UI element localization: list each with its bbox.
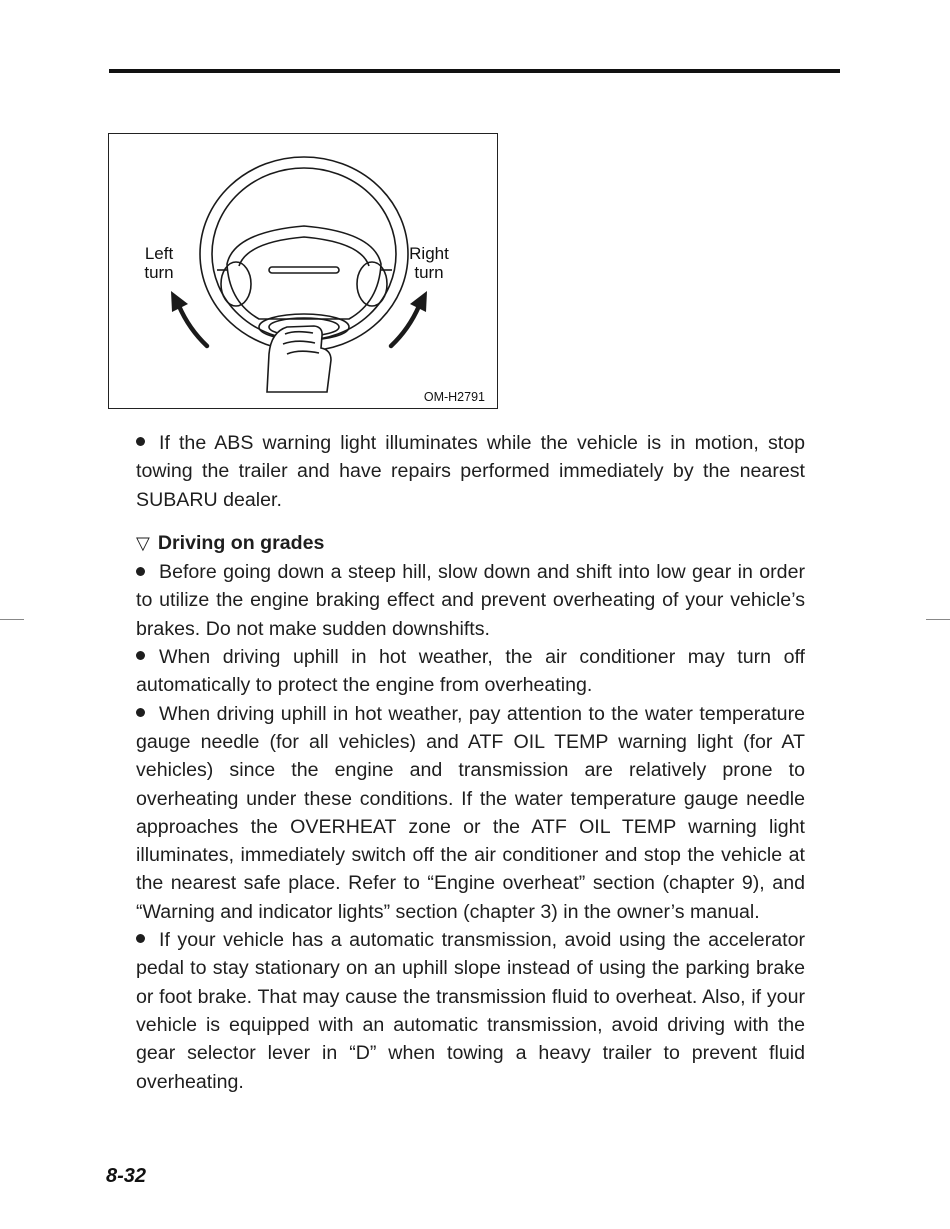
section-heading bbox=[136, 529, 805, 558]
left-margin-tick bbox=[0, 619, 24, 620]
bullet-icon bbox=[136, 934, 145, 943]
left-turn-arrow-icon bbox=[171, 291, 207, 346]
temperature-gauge-text: When driving uphill in hot weather, pay attention to the water temperature gauge needle (for all vehicles) and ATF OIL TEMP warning light (for AT vehicles) since the engine and transmission are relatively prone to overheating under these conditions. If the water temperature gauge needle approaches the OVERHEAT zone or the ATF OIL TEMP warning light illuminates, immediately switch off the air conditioner and stop the vehicle at the nearest safe place. Refer to “Engine overheat” section (chapter 9), and “Warning and indicator lights” section (chapter 3) in the owner’s manual. bbox=[136, 702, 805, 923]
triangle-icon: ▽ bbox=[136, 532, 150, 554]
abs-warning-paragraph bbox=[136, 429, 805, 514]
abs-warning-text: If the ABS warning light illuminates while the vehicle is in motion, stop towing the trailer and have repairs performed immediately by the nearest SUBARU dealer. bbox=[136, 432, 805, 511]
left-turn-label-line2: turn bbox=[144, 263, 174, 282]
steering-wheel-icon bbox=[200, 157, 408, 351]
right-turn-label bbox=[401, 244, 457, 282]
left-turn-label bbox=[131, 244, 187, 282]
top-rule bbox=[109, 69, 840, 73]
bullet-icon bbox=[136, 567, 145, 576]
page-number: 8-32 bbox=[106, 1165, 147, 1187]
left-turn-label-line1: Left bbox=[144, 244, 174, 263]
figure-code: OM-H2791 bbox=[423, 390, 485, 404]
air-conditioner-text: When driving uphill in hot weather, the air conditioner may turn off automatically to protect the engine from overheating. bbox=[136, 646, 805, 697]
hand-icon bbox=[267, 326, 331, 392]
right-turn-label-line1: Right bbox=[409, 244, 449, 263]
temperature-gauge-paragraph bbox=[136, 700, 805, 926]
steep-hill-paragraph bbox=[136, 558, 805, 643]
bullet-icon bbox=[136, 651, 145, 660]
steering-wheel-figure bbox=[108, 133, 498, 409]
bullet-icon bbox=[136, 437, 145, 446]
automatic-transmission-text: If your vehicle has a automatic transmission, avoid using the accelerator pedal to stay stationary on an uphill slope instead of using the parking brake or foot brake. That may cause the transmission fluid to overheat. Also, if your vehicle is equipped with an automatic transmission, avoid driving with the gear selector lever in “D” when towing a heavy trailer to prevent fluid overheating. bbox=[136, 929, 805, 1093]
section-heading-text: Driving on grades bbox=[157, 531, 325, 554]
bullet-icon bbox=[136, 708, 145, 717]
automatic-transmission-paragraph bbox=[136, 926, 805, 1096]
air-conditioner-paragraph bbox=[136, 643, 805, 700]
right-margin-tick bbox=[926, 619, 950, 620]
steep-hill-text: Before going down a steep hill, slow down and shift into low gear in order to utilize the engine braking effect and prevent overheating of your vehicle’s brakes. Do not make sudden downshifts. bbox=[136, 561, 805, 640]
right-turn-label-line2: turn bbox=[414, 263, 444, 282]
body-text bbox=[136, 429, 805, 1096]
